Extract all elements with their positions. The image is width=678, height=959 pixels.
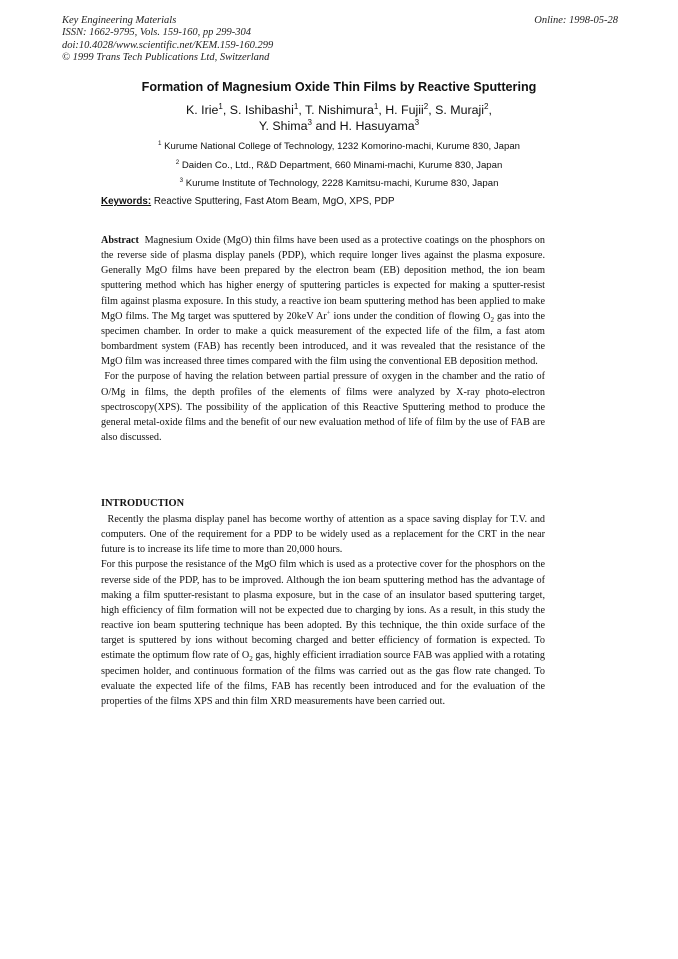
keywords-line — [101, 196, 395, 207]
author-name: H. Fujii — [385, 103, 424, 117]
keywords-label: Keywords: — [101, 196, 152, 207]
author-name: H. Hasuyama — [339, 119, 415, 133]
author-line-2: Y. Shima$^3$ and H. Hasuyama$^3$ — [258, 117, 420, 133]
author-name: T. Nishimura — [304, 103, 374, 117]
online-date: Online: 1998-05-28 — [534, 15, 618, 26]
affiliations — [0, 138, 678, 194]
issn-line: ISSN: 1662-9795, Vols. 159-160, pp 299-304 — [62, 27, 251, 39]
abstract-paragraph-2: For the purpose of having the relation between partial pressure of oxygen in the chamber and the ratio of O/Mg in films, the depth profiles of the elements of films were analyzed by X-ray photo-electron spectroscopy(XPS). The possibility of the application of this Reactive Sputtering method to produce the general metal-oxide films and the benefit of our new evaluation method of life of film by the use of FAB are also discussed. — [101, 371, 545, 444]
copyright-line: © 1999 Trans Tech Publications Ltd, Switzerland — [62, 51, 270, 63]
author-name: S. Muraji — [435, 103, 485, 117]
abstract-paragraph-1: Abstract Magnesium Oxide (MgO) thin films have been used as a protective coatings on the phosphors on the reverse side of plasma display panels (PDP), which require longer lives against the plasma exposure. Generally MgO films have been prepared by the electron beam (EB) deposition method, the ion beam sputtering method which has higher energy of sputtering particles is expected for making a sputter-resist film against plasma exposure. In this study, a reactive ion beam sputtering method has been applied to make MgO films. The Mg target was sputtered by 20keV Ar+ ions under the condition of flowing $O_2$ gas into the specimen chamber. In order to make a quick measurement of the expected life of the film, a fast atom bombardment system (FAB) has recently been introduced, and it was revealed that the resistance of the MgO film was increased three times compared with the film using the conventional EB deposition method. — [101, 235, 546, 368]
author-list — [0, 102, 678, 134]
doi-line[interactable]: doi:10.4028/www.scientific.net/KEM.159-160.299 — [62, 39, 274, 51]
affiliation-1: $^1$ Kurume National College of Technology, 1232 Komorino-machi, Kurume 830, Japan — [157, 139, 521, 152]
introduction-section — [101, 512, 545, 709]
introduction-paragraph-2: For this purpose the resistance of the MgO film which is used as a protective cover for the phosphors on the reverse side of the PDP, has to be improved. Although the ion beam sputtering method has the advantage of making a film sputter-resistant to plasma exposure, but in the case of an insulator based sputtering target, high efficiency of film formation will not be expected due to charging by ions. As a result, in this study the reactive ion beam sputtering technique has been adopted. By this technique, the thin oxide surface of the target is sputtered by ions without becoming charged and better efficiency of formation is expected. To estimate the optimum flow rate of $O_2$ gas, highly efficient irradiation source FAB was applied with a rotating specimen holder, and continuous formation of the films was carried out as the gas flow rate changed. To evaluate the expected life of the films, FAB has recently been introduced and for the evaluation of the properties of the films XPS and thin film XRD measurements have been carried out. — [101, 559, 545, 707]
paper-title: Formation of Magnesium Oxide Thin Films by Reactive Sputtering — [141, 80, 537, 94]
affiliation-2: $^2$ Daiden Co., Ltd., R&D Department, 660 Minami-machi, Kurume 830, Japan — [175, 158, 503, 171]
introduction-heading: INTRODUCTION — [101, 498, 185, 509]
introduction-paragraph-1: Recently the plasma display panel has become worthy of attention as a space saving display for T.V. and computers. One of the requirement for a PDP to be widely used as a replacement for the CRT in the near future is to increase its life time to more than 20,000 hours. — [101, 514, 546, 556]
abstract-section — [101, 233, 545, 445]
affiliation-3: $^3$ Kurume Institute of Technology, 2228 Kamitsu-machi, Kurume 830, Japan — [179, 176, 499, 189]
author-name: Y. Shima — [258, 119, 308, 133]
author-name: K. Irie — [186, 103, 219, 117]
journal-header — [62, 15, 618, 64]
author-name: S. Ishibashi — [229, 103, 294, 117]
journal-name: Key Engineering Materials — [62, 15, 177, 26]
keywords-text: Reactive Sputtering, Fast Atom Beam, MgO, XPS, PDP — [153, 196, 395, 207]
abstract-label: Abstract — [101, 235, 139, 246]
author-line-1: K. Irie$^1$, S. Ishibashi$^1$, T. Nishimura$^1$, H. Fujii$^2$, S. Muraji$^2$, — [186, 101, 492, 117]
